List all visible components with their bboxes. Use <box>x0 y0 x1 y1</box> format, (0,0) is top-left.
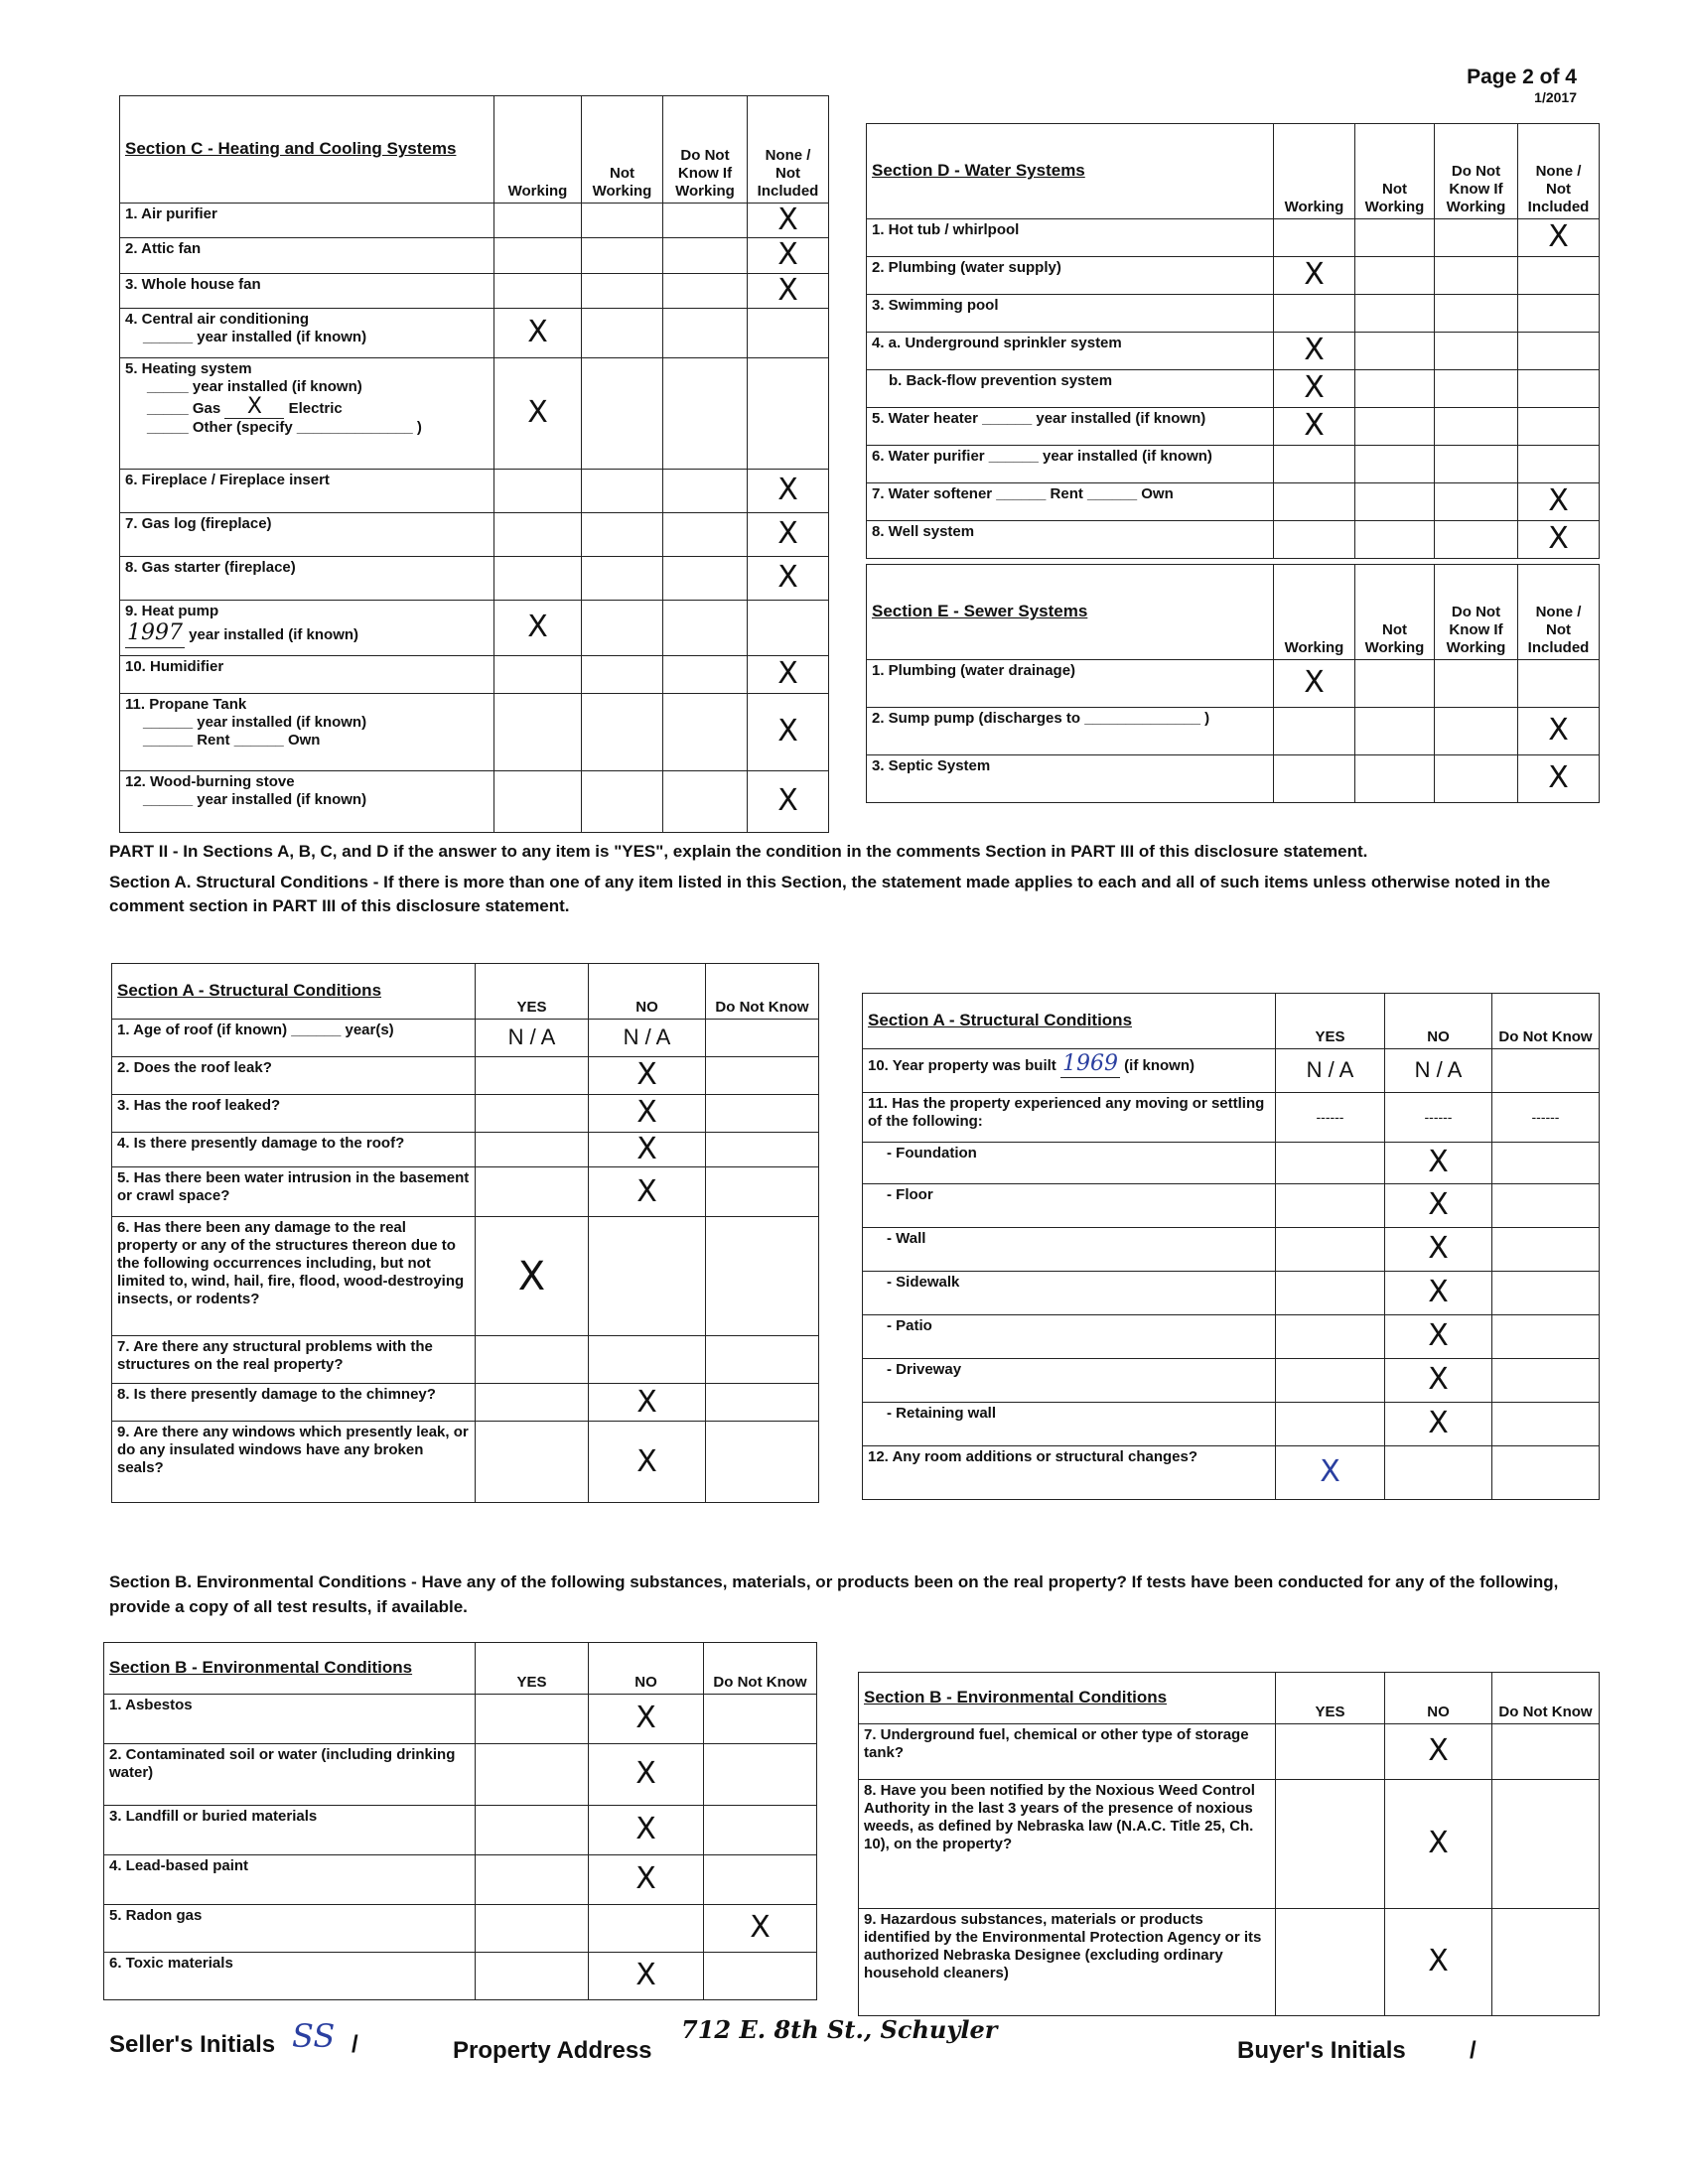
item-label: 4. Lead-based paint <box>104 1855 476 1905</box>
item-label: 5. Has there been water intrusion in the basement or crawl space? <box>112 1167 476 1217</box>
item-label: 1. Asbestos <box>104 1695 476 1744</box>
check-mark: X <box>1548 760 1569 796</box>
check-mark: X <box>635 1812 656 1847</box>
check-mark: X <box>1548 483 1569 519</box>
item-label: 12. Wood-burning stove <box>125 773 295 791</box>
check-mark: X <box>635 1958 656 1993</box>
col-no: NO <box>1385 994 1492 1049</box>
check-mark: X <box>1548 521 1569 557</box>
check-mark: X <box>1428 1187 1449 1223</box>
item-sub: ______ year installed (if known) <box>143 329 367 346</box>
item-label: - Retaining wall <box>863 1403 1276 1446</box>
item-label: 4. Is there presently damage to the roof? <box>112 1133 476 1167</box>
check-mark: X <box>777 272 798 308</box>
item-label: 2. Contaminated soil or water (including drinking water) <box>104 1744 476 1806</box>
footer <box>107 2015 1597 2075</box>
col-working: Working <box>1274 124 1355 219</box>
item-label: 2. Does the roof leak? <box>112 1057 476 1095</box>
check-mark: X <box>1428 1318 1449 1354</box>
item-label: 3. Septic System <box>867 755 1274 803</box>
item-label: 9. Are there any windows which presently leak, or do any insulated windows have any broken seals? <box>112 1422 476 1503</box>
item-sub: _____ Other (specify ______________ ) <box>147 419 422 437</box>
item-label: 11. Has the property experienced any moving or settling of the following: <box>863 1093 1276 1143</box>
form-date: 1/2017 <box>1534 89 1577 105</box>
item-sub: _____ year installed (if known) <box>147 378 362 396</box>
buyer-initials-slash: / <box>1470 2037 1477 2064</box>
check-mark: X <box>1320 1454 1340 1490</box>
section-b-lead: Section B. Environmental Conditions <box>109 1572 407 1591</box>
col-no: NO <box>589 1643 704 1695</box>
item-label: - Sidewalk <box>863 1272 1276 1315</box>
check-mark: X <box>527 315 548 350</box>
col-do-not-know: Do Not Know If Working <box>1435 124 1518 219</box>
check-mark: X <box>777 203 798 237</box>
check-mark: X <box>636 1173 657 1209</box>
item-label: 1. Hot tub / whirlpool <box>867 219 1274 257</box>
section-a-right-table <box>862 993 1600 1500</box>
item-label: 2. Attic fan <box>120 238 494 273</box>
check-mark: X <box>1428 1944 1449 1979</box>
item-label: 8. Is there presently damage to the chimney? <box>112 1384 476 1422</box>
item-label: 6. Fireplace / Fireplace insert <box>120 470 494 513</box>
col-yes: YES <box>476 1643 589 1695</box>
item-label: 2. Sump pump (discharges to ______________ ) <box>867 708 1274 755</box>
seller-initials-slash: / <box>352 2031 358 2058</box>
item-label: 7. Are there any structural problems with the structures on the real property? <box>112 1336 476 1384</box>
dash: ------ <box>1492 1093 1600 1143</box>
col-do-not-know: Do Not Know <box>706 964 819 1020</box>
page-number: Page 2 of 4 <box>1467 66 1577 88</box>
section-d-title: Section D - Water Systems <box>867 124 1274 219</box>
check-mark: X <box>777 560 798 596</box>
answer-yes: N / A <box>1276 1049 1385 1093</box>
item-sub: ______ year installed (if known) <box>143 714 367 732</box>
item-label: 9. Hazardous substances, materials or products identified by the Environmental Protection Agency or its authorized Nebraska Designee (excluding ordinary household cleaners) <box>859 1909 1276 2016</box>
item-sub: _____ Gas <box>147 400 221 418</box>
item-label: 6. Toxic materials <box>104 1953 476 2000</box>
item-label: - Foundation <box>863 1143 1276 1184</box>
col-not-working: Not Working <box>582 96 663 204</box>
item-sub: ______ Rent ______ Own <box>143 732 321 750</box>
col-none: None / Not Included <box>748 96 829 204</box>
item-label: 7. Water softener ______ Rent ______ Own <box>867 483 1274 521</box>
check-mark: X <box>1428 1231 1449 1267</box>
item-label-post: (if known) <box>1124 1057 1195 1074</box>
item-label: 3. Whole house fan <box>120 273 494 308</box>
section-a-text: - If there is more than one of any item listed in this Section, the statement made applies to each and all of such items unless otherwise noted in the comment section in PART III of this disclosure statement. <box>109 872 1551 916</box>
check-mark: X <box>246 394 262 420</box>
page-header <box>1467 66 1577 105</box>
col-working: Working <box>494 96 582 204</box>
check-mark: X <box>1548 713 1569 749</box>
item-label: 8. Gas starter (fireplace) <box>120 557 494 601</box>
heat-pump-year: 1997 <box>125 620 185 647</box>
item-label: 7. Underground fuel, chemical or other type of storage tank? <box>859 1724 1276 1780</box>
item-label: 5. Heating system <box>125 360 252 378</box>
check-mark: X <box>777 656 798 692</box>
section-b-title: Section B - Environmental Conditions <box>859 1673 1276 1724</box>
item-label: 1. Age of roof (if known) ______ year(s) <box>112 1020 476 1057</box>
col-no: NO <box>589 964 706 1020</box>
check-mark: X <box>1304 665 1325 701</box>
dash: ------ <box>1385 1093 1492 1143</box>
col-working: Working <box>1274 565 1355 660</box>
item-label: - Floor <box>863 1184 1276 1228</box>
check-mark: X <box>1428 1275 1449 1310</box>
item-label: 2. Plumbing (water supply) <box>867 257 1274 295</box>
item-label: 8. Well system <box>867 521 1274 559</box>
check-mark: X <box>1428 1406 1449 1441</box>
property-address-label: Property Address <box>453 2037 652 2064</box>
section-b-right-table <box>858 1672 1600 2016</box>
item-label: 6. Water purifier ______ year installed (if known) <box>867 446 1274 483</box>
check-mark: X <box>1304 333 1325 368</box>
section-e-table <box>866 564 1600 803</box>
item-label: - Patio <box>863 1315 1276 1359</box>
item-label: 4. a. Underground sprinkler system <box>867 333 1274 370</box>
item-label: 1. Plumbing (water drainage) <box>867 660 1274 708</box>
col-yes: YES <box>1276 1673 1385 1724</box>
section-c-table <box>119 95 829 833</box>
col-no: NO <box>1385 1673 1492 1724</box>
item-label: 4. Central air conditioning <box>125 311 310 329</box>
item-label: - Wall <box>863 1228 1276 1272</box>
check-mark: X <box>1304 408 1325 444</box>
answer-no: N / A <box>589 1020 706 1057</box>
section-d-table <box>866 123 1600 559</box>
col-none: None / Not Included <box>1518 565 1600 660</box>
check-mark: X <box>527 610 548 645</box>
col-not-working: Not Working <box>1355 565 1435 660</box>
year-built: 1969 <box>1060 1051 1120 1078</box>
col-yes: YES <box>1276 994 1385 1049</box>
check-mark: X <box>636 1132 657 1166</box>
check-mark: X <box>517 1253 546 1299</box>
check-mark: X <box>750 1910 771 1946</box>
check-mark: X <box>635 1756 656 1792</box>
item-sub: Electric <box>288 400 343 418</box>
check-mark: X <box>1428 1733 1449 1769</box>
item-label: 12. Any room additions or structural changes? <box>863 1446 1276 1500</box>
item-label: 3. Has the roof leaked? <box>112 1095 476 1133</box>
item-label: 5. Radon gas <box>104 1905 476 1953</box>
check-mark: X <box>1548 219 1569 255</box>
buyer-initials-label: Buyer's Initials <box>1237 2037 1406 2064</box>
check-mark: X <box>636 1057 657 1093</box>
check-mark: X <box>777 237 798 273</box>
answer-yes: N / A <box>476 1020 589 1057</box>
col-do-not-know: Do Not Know <box>1492 994 1600 1049</box>
item-label: b. Back-flow prevention system <box>867 370 1274 408</box>
check-mark: X <box>635 1701 656 1736</box>
item-label: 1. Air purifier <box>120 204 494 238</box>
check-mark: X <box>636 1443 657 1479</box>
section-b-intro <box>109 1570 1589 1619</box>
section-a-left-table <box>111 963 819 1503</box>
col-do-not-know: Do Not Know If Working <box>663 96 748 204</box>
item-label: 11. Propane Tank <box>125 696 247 714</box>
col-not-working: Not Working <box>1355 124 1435 219</box>
check-mark: X <box>1428 1826 1449 1861</box>
item-label: 3. Landfill or buried materials <box>104 1806 476 1855</box>
check-mark: X <box>636 1384 657 1420</box>
section-b-text: - Have any of the following substances, materials, or products been on the real property? If tests have been conducted for any of the following, provide a copy of all test results, if available. <box>109 1572 1559 1616</box>
col-none: None / Not Included <box>1518 124 1600 219</box>
col-do-not-know: Do Not Know <box>1492 1673 1600 1724</box>
check-mark: X <box>636 1095 657 1131</box>
section-b-left-table <box>103 1642 817 2000</box>
section-b-title: Section B - Environmental Conditions <box>104 1643 476 1695</box>
check-mark: X <box>1428 1362 1449 1398</box>
section-c-title: Section C - Heating and Cooling Systems <box>120 96 494 204</box>
check-mark: X <box>777 783 798 819</box>
section-e-title: Section E - Sewer Systems <box>867 565 1274 660</box>
check-mark: X <box>1304 370 1325 406</box>
section-a-lead: Section A. Structural Conditions <box>109 872 368 891</box>
part2-intro-text: PART II - In Sections A, B, C, and D if the answer to any item is "YES", explain the condition in the comments Section in PART III of this disclosure statement. <box>109 842 1368 861</box>
item-sub: ______ year installed (if known) <box>143 791 367 809</box>
check-mark: X <box>527 395 548 431</box>
col-do-not-know: Do Not Know If Working <box>1435 565 1518 660</box>
item-label: 10. Humidifier <box>120 656 494 694</box>
part2-intro <box>109 840 1589 919</box>
seller-initials-label: Seller's Initials <box>109 2031 276 2058</box>
dash: ------ <box>1276 1093 1385 1143</box>
item-label: - Driveway <box>863 1359 1276 1403</box>
col-yes: YES <box>476 964 589 1020</box>
item-sub: year installed (if known) <box>189 626 359 644</box>
item-label: 9. Heat pump <box>125 603 219 620</box>
property-address: 712 E. 8th St., Schuyler <box>681 2015 998 2044</box>
check-mark: X <box>1304 257 1325 293</box>
item-label: 6. Has there been any damage to the real property or any of the structures thereon due to the following occurrences including, but not limited to, wind, hail, fire, flood, wood-destroying insects, or rodents? <box>112 1217 476 1336</box>
item-label: 10. Year property was built <box>868 1057 1056 1074</box>
check-mark: X <box>1428 1145 1449 1180</box>
section-a-title: Section A - Structural Conditions <box>112 964 476 1020</box>
item-label: 5. Water heater ______ year installed (if known) <box>867 408 1274 446</box>
item-label: 3. Swimming pool <box>867 295 1274 333</box>
seller-initials: SS <box>292 2017 336 2055</box>
item-label: 8. Have you been notified by the Noxious Weed Control Authority in the last 3 years of the presence of noxious weeds, as defined by Nebraska law (N.A.C. Title 25, Ch. 10), on the property? <box>859 1780 1276 1909</box>
check-mark: X <box>777 516 798 552</box>
section-a-title: Section A - Structural Conditions <box>863 994 1276 1049</box>
check-mark: X <box>635 1861 656 1897</box>
check-mark: X <box>777 473 798 508</box>
check-mark: X <box>777 714 798 750</box>
answer-no: N / A <box>1385 1049 1492 1093</box>
col-do-not-know: Do Not Know <box>704 1643 817 1695</box>
item-label: 7. Gas log (fireplace) <box>120 513 494 557</box>
